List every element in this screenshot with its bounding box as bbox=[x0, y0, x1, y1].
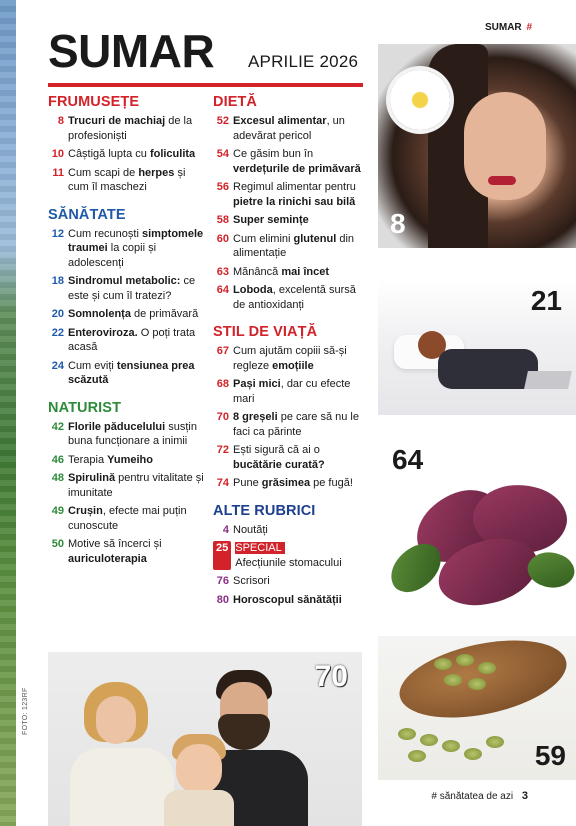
toc-right-column bbox=[213, 94, 371, 611]
toc-entry-regular: Cum eviți bbox=[68, 359, 117, 372]
toc-page-number: 67 bbox=[216, 345, 229, 357]
photo-orache-leaves bbox=[378, 444, 576, 618]
toc-entry-regular: de la profesioniști bbox=[68, 115, 193, 142]
toc-entry-bold: verdețurile de primăvară bbox=[233, 162, 361, 175]
toc-entry-regular: din alimentație bbox=[233, 232, 355, 259]
section-entries bbox=[48, 114, 204, 195]
toc-entry-bold: 8 greșeli bbox=[233, 411, 278, 423]
toc-entry-text bbox=[233, 232, 371, 261]
toc-entry-text bbox=[233, 574, 371, 589]
toc-entry[interactable] bbox=[213, 180, 371, 209]
toc-entry-bold: bucătărie curată? bbox=[233, 458, 325, 471]
toc-left-column bbox=[48, 94, 204, 570]
toc-entry-text bbox=[233, 377, 371, 406]
section-alte-rubrici bbox=[213, 503, 371, 608]
toc-entry[interactable] bbox=[48, 227, 204, 271]
toc-entry-regular: Noutăți bbox=[233, 523, 268, 536]
toc-entry-regular: Afecțiunile stomacului bbox=[235, 556, 342, 569]
toc-entry-bold: Sindromul metabolic: bbox=[68, 275, 181, 287]
toc-page-number: 64 bbox=[216, 284, 229, 296]
toc-entry-bold: grăsimea bbox=[261, 477, 311, 489]
toc-entry-regular: , efecte mai puțin cunoscute bbox=[68, 505, 187, 532]
running-head-label: SUMAR bbox=[484, 22, 522, 33]
page-folio: 3 bbox=[521, 790, 528, 802]
toc-entry-regular: la copii și adolescenți bbox=[68, 242, 157, 269]
toc-entry-bold: Excesul alimentar bbox=[233, 115, 327, 127]
toc-page-number: 80 bbox=[216, 593, 229, 606]
running-head bbox=[485, 22, 532, 33]
toc-entry-regular: Ești sigură că ai o bbox=[233, 444, 320, 456]
toc-page-number: 48 bbox=[51, 472, 64, 484]
toc-entry[interactable] bbox=[48, 147, 204, 162]
toc-entry-text bbox=[233, 344, 371, 373]
section-heading: DIETĂ bbox=[213, 94, 257, 110]
seed-shape bbox=[444, 674, 462, 686]
section-heading: STIL DE VIAȚĂ bbox=[213, 324, 318, 340]
toc-page-number: 18 bbox=[51, 275, 64, 287]
toc-entry[interactable] bbox=[213, 476, 371, 491]
toc-entry-bold: emoțiile bbox=[272, 359, 314, 372]
toc-entry-bold: tensiunea prea scăzută bbox=[68, 359, 195, 386]
toc-entry-regular: pe care să nu le faci ca părinte bbox=[233, 411, 359, 438]
toc-entry-regular: , un adevărat pericol bbox=[233, 115, 345, 142]
toc-entry-bold: Yumeiho bbox=[107, 453, 153, 466]
toc-entry-regular: Cum ajutăm copiii să-și regleze bbox=[233, 345, 347, 372]
toc-entry[interactable] bbox=[48, 274, 204, 303]
toc-page-number: 72 bbox=[216, 444, 229, 456]
toc-entry-bold: auriculoterapia bbox=[68, 552, 147, 565]
toc-entry-regular: Cum scapi de bbox=[68, 166, 139, 179]
toc-page-number: 70 bbox=[216, 411, 229, 423]
toc-entry[interactable] bbox=[48, 359, 204, 388]
photo-lips bbox=[488, 176, 516, 185]
toc-page-number: 50 bbox=[51, 538, 64, 550]
toc-entry-regular: pentru vitalitate și imunitate bbox=[68, 472, 204, 499]
photo-woman-top bbox=[70, 748, 174, 826]
toc-entry-text bbox=[233, 213, 371, 228]
toc-entry-bold: Horoscopul sănătății bbox=[233, 593, 342, 606]
toc-entry-text bbox=[68, 274, 204, 303]
seed-shape bbox=[468, 678, 486, 690]
seed-shape bbox=[456, 654, 474, 666]
photo-page-number: 70 bbox=[314, 660, 348, 693]
toc-entry-text bbox=[235, 541, 371, 570]
toc-entry-regular: , excelentă sursă de antioxidanți bbox=[233, 284, 356, 311]
toc-entry[interactable] bbox=[213, 377, 371, 406]
toc-page-number: 22 bbox=[51, 326, 64, 339]
toc-entry[interactable] bbox=[213, 574, 371, 589]
page-title: SUMAR bbox=[48, 25, 215, 77]
special-badge: SPECIAL bbox=[235, 542, 284, 554]
toc-entry-text bbox=[233, 265, 371, 280]
photo-woman-with-flower bbox=[378, 44, 576, 248]
toc-entry-regular: Regimul alimentar pentru bbox=[233, 181, 356, 193]
toc-entry-bold: Pași mici bbox=[233, 378, 281, 390]
toc-entry-text bbox=[233, 476, 371, 491]
toc-entry[interactable] bbox=[213, 147, 371, 176]
toc-entry-bold: mai încet bbox=[281, 265, 329, 278]
running-head-hash: # bbox=[526, 22, 532, 33]
toc-page-number: 12 bbox=[51, 227, 64, 240]
toc-entry-text bbox=[68, 453, 204, 468]
section-entries bbox=[213, 523, 371, 608]
toc-page-number: 46 bbox=[51, 453, 64, 466]
toc-entry[interactable] bbox=[48, 420, 204, 449]
section-heading: ALTE RUBRICI bbox=[213, 502, 316, 519]
section-stil-de-viata bbox=[213, 324, 371, 491]
section-heading: FRUMUSEȚE bbox=[48, 94, 140, 110]
toc-entry[interactable] bbox=[213, 114, 371, 143]
toc-page-number: 42 bbox=[51, 420, 64, 433]
section-sanatate bbox=[48, 207, 204, 388]
toc-entry[interactable] bbox=[213, 283, 371, 312]
toc-page-number: 54 bbox=[216, 148, 229, 160]
toc-entry[interactable] bbox=[48, 307, 204, 322]
toc-entry[interactable] bbox=[213, 410, 371, 439]
toc-entry[interactable] bbox=[213, 232, 371, 261]
photo-page-number: 59 bbox=[534, 740, 566, 771]
photo-seeds-in-spoon bbox=[378, 636, 576, 780]
toc-page-number: 63 bbox=[216, 265, 229, 278]
photo-body bbox=[438, 349, 538, 389]
issue-date: APRILIE 2026 bbox=[248, 52, 359, 71]
toc-entry-text bbox=[233, 147, 371, 176]
toc-entry[interactable] bbox=[213, 213, 371, 228]
toc-entry[interactable] bbox=[213, 523, 371, 538]
toc-entry[interactable] bbox=[48, 326, 204, 355]
section-heading: SĂNĂTATE bbox=[48, 206, 126, 223]
toc-entry[interactable] bbox=[213, 443, 371, 472]
toc-entry-regular: Cum recunoști bbox=[68, 227, 142, 240]
toc-entry-regular: Cum elimini bbox=[233, 232, 294, 245]
toc-entry-regular: susțin buna funcționare a inimii bbox=[68, 420, 197, 447]
toc-entry-regular: Terapia bbox=[68, 453, 108, 466]
section-entries bbox=[213, 344, 371, 491]
toc-entry-regular: Pune bbox=[233, 477, 262, 489]
seed-shape bbox=[434, 658, 452, 670]
toc-page-number: 76 bbox=[216, 575, 229, 587]
photo-page-number: 21 bbox=[530, 285, 562, 316]
toc-entry-regular: Mănâncă bbox=[233, 265, 282, 278]
toc-entry-bold: Crușin bbox=[68, 505, 103, 517]
toc-entry-regular: Ce găsim bun în bbox=[233, 148, 314, 160]
photo-family bbox=[48, 652, 362, 826]
section-entries bbox=[213, 114, 371, 312]
toc-entry-regular: Scrisori bbox=[233, 575, 270, 587]
toc-entry-regular: ce este și cum îl tratezi? bbox=[68, 275, 196, 302]
toc-page-number: 20 bbox=[51, 308, 64, 320]
toc-page-number: 58 bbox=[216, 214, 229, 226]
toc-entry-regular: și cum îl maschezi bbox=[68, 166, 186, 193]
toc-entry-bold: simptomele traumei bbox=[68, 227, 204, 254]
seed-shape bbox=[398, 728, 416, 740]
section-entries bbox=[48, 227, 204, 388]
toc-page-number: 8 bbox=[57, 115, 64, 127]
toc-entry[interactable] bbox=[48, 504, 204, 533]
toc-entry-bold: Spirulină bbox=[68, 472, 116, 484]
landscape-photo-strip bbox=[0, 0, 16, 826]
toc-entry-regular: O poți trata acasă bbox=[68, 326, 196, 353]
toc-entry-text bbox=[233, 443, 371, 472]
toc-page-number: 11 bbox=[52, 166, 64, 179]
toc-entry-text bbox=[233, 523, 371, 538]
seed-shape bbox=[408, 750, 426, 762]
section-naturist bbox=[48, 400, 204, 567]
toc-entry-text bbox=[68, 326, 204, 355]
toc-entry-text bbox=[68, 359, 204, 388]
seed-shape bbox=[478, 662, 496, 674]
toc-entry-bold: Enteroviroza. bbox=[68, 326, 138, 339]
toc-entry-text bbox=[68, 471, 204, 500]
photo-page-number: 8 bbox=[390, 208, 406, 239]
toc-entry-text bbox=[68, 166, 204, 195]
toc-entry-bold: Loboda bbox=[233, 284, 273, 296]
laptop-icon bbox=[524, 371, 572, 389]
toc-entry-text bbox=[233, 180, 371, 209]
toc-entry-bold: herpes bbox=[138, 166, 175, 179]
toc-entry[interactable] bbox=[48, 166, 204, 195]
toc-entry-text bbox=[233, 410, 371, 439]
toc-entry-bold: glutenul bbox=[293, 232, 337, 245]
toc-entry-bold: pietre la rinichi sau bilă bbox=[233, 195, 356, 208]
toc-entry-regular: Câștigă lupta cu bbox=[68, 148, 150, 160]
toc-entry-bold: Florile păducelului bbox=[68, 420, 166, 433]
toc-entry-text bbox=[233, 593, 371, 608]
toc-page-number: 68 bbox=[216, 378, 229, 390]
seed-shape bbox=[486, 736, 504, 748]
seed-shape bbox=[464, 748, 482, 760]
section-heading: NATURIST bbox=[48, 399, 122, 416]
toc-page-number: 52 bbox=[216, 115, 229, 127]
toc-entry-bold: Trucuri de machiaj bbox=[68, 115, 166, 127]
page-footer bbox=[431, 790, 528, 802]
toc-entry[interactable] bbox=[213, 344, 371, 373]
photo-credit: FOTO: 123RF bbox=[22, 687, 29, 735]
photo-kid-face bbox=[176, 744, 222, 794]
toc-page-number: 56 bbox=[216, 181, 229, 193]
section-entries bbox=[48, 420, 204, 567]
toc-entry-regular: pe fugă! bbox=[310, 477, 353, 489]
photo-kid-shirt bbox=[164, 790, 234, 826]
toc-page-number: 4 bbox=[222, 523, 229, 536]
footer-hashtag: # sănătatea de azi bbox=[431, 791, 514, 802]
toc-entry[interactable] bbox=[48, 471, 204, 500]
toc-page-number: 49 bbox=[51, 505, 64, 517]
toc-entry-bold: foliculita bbox=[149, 148, 196, 160]
toc-entry-text bbox=[68, 147, 204, 162]
toc-page-number: 10 bbox=[51, 148, 64, 160]
toc-entry-text bbox=[68, 420, 204, 449]
toc-entry[interactable] bbox=[48, 453, 204, 468]
toc-entry-text bbox=[68, 114, 204, 143]
toc-entry-text bbox=[233, 283, 371, 312]
toc-page-number: 25 bbox=[213, 541, 231, 570]
section-dieta bbox=[213, 94, 371, 312]
photo-man-beard bbox=[218, 714, 270, 750]
toc-entry-bold: Super semințe bbox=[233, 214, 309, 226]
toc-entry-text bbox=[68, 537, 204, 566]
toc-entry-text bbox=[68, 504, 204, 533]
title-divider bbox=[48, 83, 363, 87]
photo-woman-sleeping bbox=[378, 279, 576, 415]
toc-entry[interactable] bbox=[213, 541, 371, 570]
section-frumusete bbox=[48, 94, 204, 195]
seed-shape bbox=[420, 734, 438, 746]
toc-entry-regular: de primăvară bbox=[130, 308, 199, 320]
toc-page-number: 24 bbox=[51, 359, 64, 372]
toc-entry[interactable] bbox=[48, 114, 204, 143]
photo-page-number: 64 bbox=[392, 444, 424, 475]
toc-entry-text bbox=[68, 307, 204, 322]
toc-entry-text bbox=[233, 114, 371, 143]
toc-entry-regular: Motive să încerci și bbox=[68, 538, 162, 550]
toc-entry-regular: , dar cu efecte mari bbox=[233, 378, 351, 405]
toc-entry[interactable] bbox=[213, 593, 371, 608]
photo-woman-face bbox=[96, 696, 136, 744]
toc-entry[interactable] bbox=[48, 537, 204, 566]
toc-entry-text bbox=[68, 227, 204, 271]
toc-entry-bold: Somnolența bbox=[68, 308, 131, 320]
seed-shape bbox=[442, 740, 460, 752]
toc-entry[interactable] bbox=[213, 265, 371, 280]
flower-icon bbox=[390, 70, 450, 130]
toc-page-number: 60 bbox=[216, 232, 229, 245]
toc-page-number: 74 bbox=[216, 477, 229, 489]
